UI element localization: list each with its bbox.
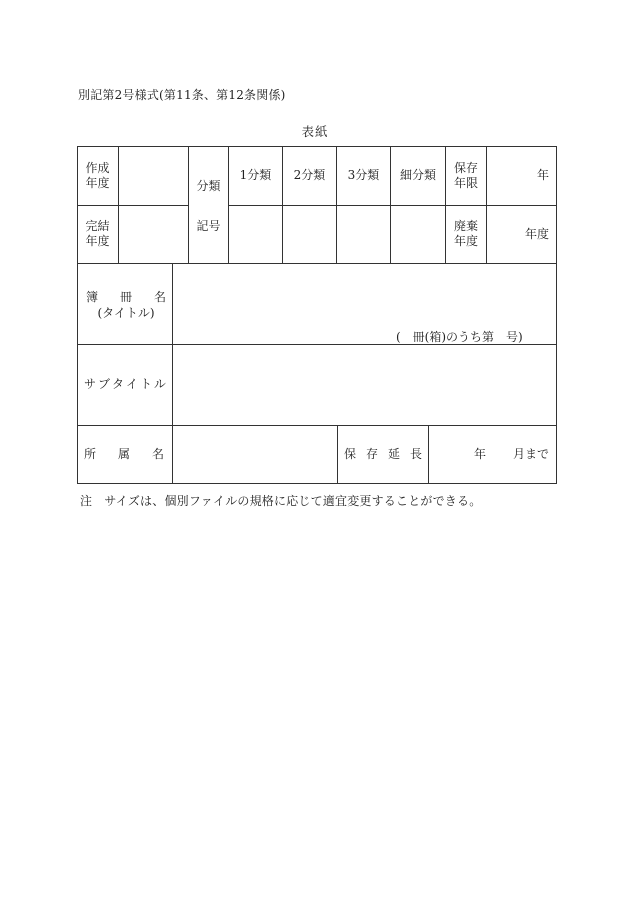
nendo-unit: 年度 — [524, 226, 549, 241]
nendo-label: 年度 — [85, 175, 110, 190]
kanketsu-nendo-label — [77, 205, 118, 263]
hozon-encho-label — [344, 447, 422, 462]
char-ta: タ — [111, 377, 124, 391]
char-en: 延 — [387, 447, 400, 461]
char-sho: 所 — [84, 447, 97, 461]
char-zoku: 属 — [117, 447, 130, 461]
char-ho: 保 — [344, 447, 357, 461]
char-bo: 簿 — [86, 290, 99, 304]
char-mei-2: 名 — [151, 447, 164, 461]
hozon-nengen-unit — [487, 146, 549, 205]
bunrui-label: 分類 — [196, 178, 221, 193]
bunrui-col-saibunrui: 細分類 — [399, 168, 436, 182]
title-paren-label: (タイトル) — [97, 306, 155, 320]
char-cho: 長 — [409, 447, 422, 461]
nengen-label: 年限 — [453, 175, 478, 190]
kanketsu-label: 完結 — [85, 219, 110, 233]
footnote: 注 サイズは、個別ファイルの規格に応じて適宜変更することができる。 — [80, 494, 482, 508]
hozon-nengen-label — [446, 146, 486, 205]
shozokumei-label — [84, 447, 164, 462]
char-zon: 存 — [365, 447, 378, 461]
char-sa: サ — [84, 377, 97, 391]
sakusei-nendo-value[interactable] — [119, 146, 188, 205]
bosatsumei-label — [86, 290, 166, 321]
haiki-nendo-unit — [487, 205, 549, 263]
bunrui-col-2: 2分類 — [293, 168, 326, 182]
bunrui-col-1: 1分類 — [239, 168, 272, 182]
nendo-label-2: 年度 — [85, 234, 110, 248]
char-i: イ — [125, 377, 138, 391]
haiki-nendo-label — [446, 205, 486, 263]
hozon-label: 保存 — [453, 160, 478, 175]
nen-unit: 年 — [536, 168, 549, 182]
kanketsu-nendo-value[interactable] — [119, 205, 188, 263]
char-mei: 名 — [153, 290, 166, 304]
subtitle-label — [84, 377, 166, 392]
bunrui-col-3: 3分類 — [347, 168, 380, 182]
page-title: 表紙 — [301, 124, 329, 139]
kigou-label: 記号 — [196, 218, 221, 233]
form-header: 別記第2号様式(第11条、第12条関係) — [78, 88, 286, 102]
char-bu: ブ — [97, 377, 110, 391]
sakusei-label: 作成 — [85, 160, 110, 175]
haiki-label: 廃棄 — [453, 219, 478, 233]
nendo-label-3: 年度 — [453, 234, 478, 248]
sakusei-nendo-label — [77, 146, 118, 205]
nen-label-2: 年 — [474, 447, 487, 461]
char-satsu: 冊 — [119, 290, 132, 304]
char-ru: ル — [153, 377, 166, 391]
char-to: ト — [139, 377, 152, 391]
tsuki-made-label: 月まで — [513, 447, 550, 461]
satsu-note: ( 冊(箱)のうち第 号) — [396, 330, 523, 344]
